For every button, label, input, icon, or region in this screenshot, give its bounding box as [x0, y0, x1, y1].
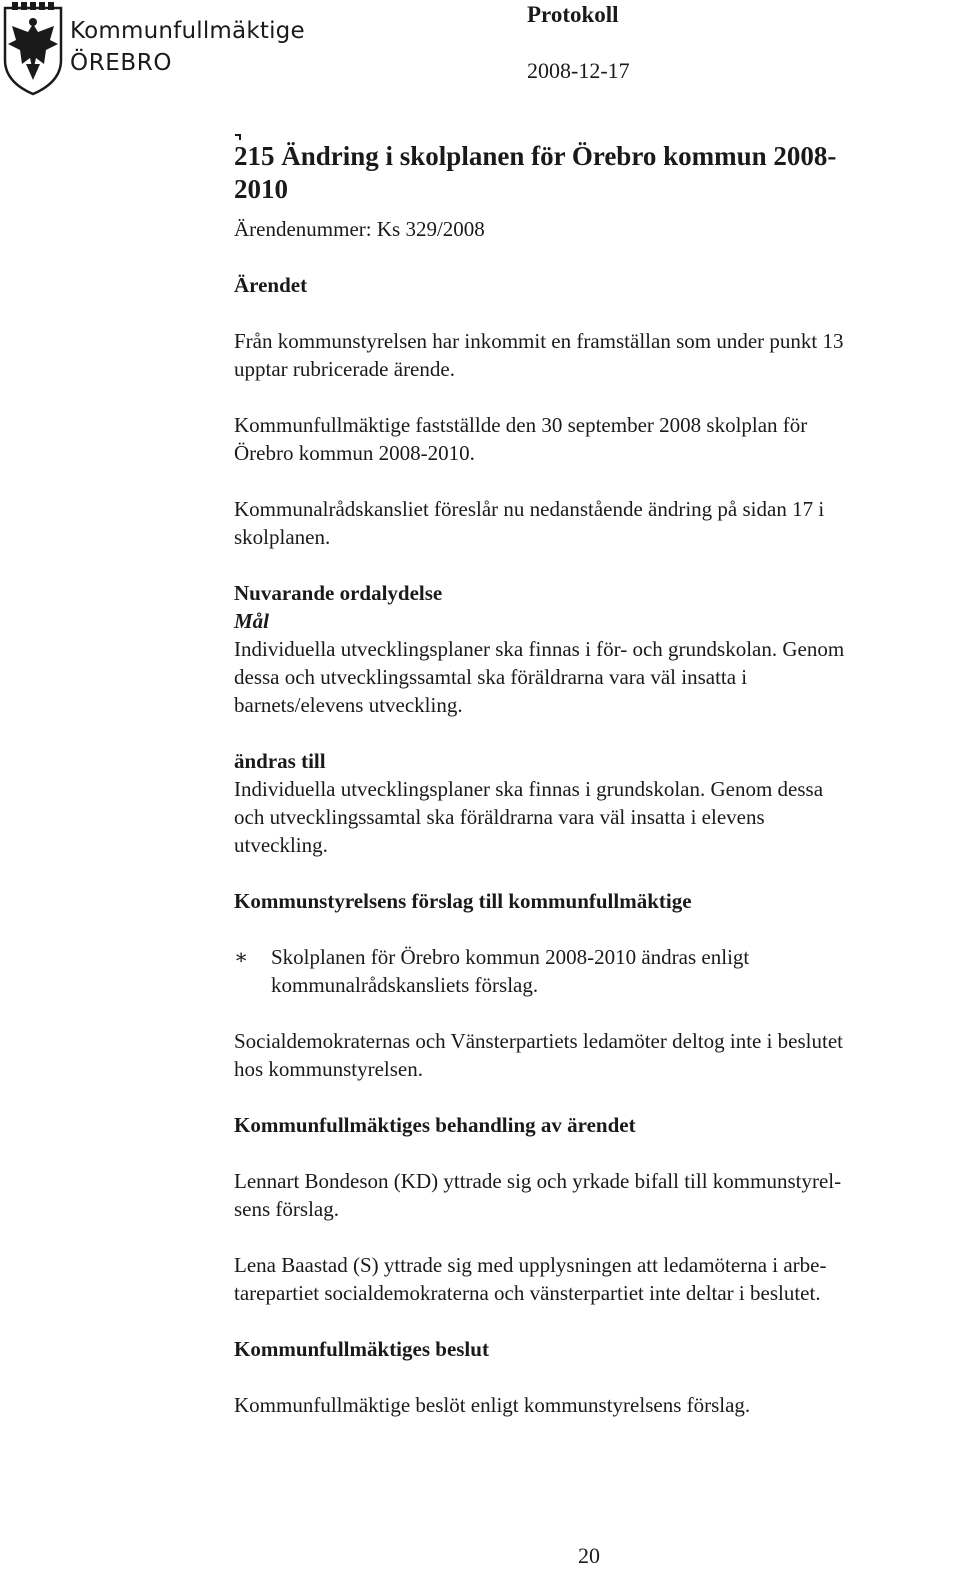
decision-text: Kommunfullmäktige beslöt enligt kommunstyrelsens förslag. [234, 1393, 751, 1417]
document-type: Protokoll [527, 2, 619, 27]
changed-wording-text [234, 775, 934, 859]
case-number: Ärendenummer: Ks 329/2008 [234, 217, 485, 241]
text-line: hos kommunstyrelsen. [234, 1057, 423, 1081]
org-city: ÖREBRO [70, 50, 173, 76]
item-title-line-1: 215 Ändring i skolplanen för Örebro kommun 2008- [234, 141, 837, 171]
current-wording-heading: Nuvarande ordalydelse [234, 581, 443, 605]
text-line: Skolplanen för Örebro kommun 2008-2010 ändras enligt [271, 945, 750, 969]
paragraph-2 [234, 411, 934, 467]
proposal-bullet [234, 943, 934, 999]
text-line: kommunalrådskansliets förslag. [271, 973, 539, 997]
abstention-note [234, 1027, 934, 1083]
text-line: Individuella utvecklingsplaner ska finnas i grundskolan. Genom dessa [234, 777, 824, 801]
text-line: sens förslag. [234, 1197, 339, 1221]
text-line: Örebro kommun 2008-2010. [234, 441, 475, 465]
text-line: Lena Baastad (S) yttrade sig med upplysningen att ledamöterna i arbe- [234, 1253, 827, 1277]
text-line: Från kommunstyrelsen har inkommit en framställan som under punkt 13 [234, 329, 844, 353]
text-line: Lennart Bondeson (KD) yttrade sig och yrkade bifall till kommunstyrel- [234, 1169, 842, 1193]
item-title [234, 140, 934, 206]
decision-heading: Kommunfullmäktiges beslut [234, 1337, 489, 1361]
item-title-line-2: 2010 [234, 174, 288, 204]
changed-to-heading: ändras till [234, 749, 326, 773]
document-date: 2008-12-17 [527, 58, 630, 83]
arendet-heading: Ärendet [234, 273, 308, 297]
crest-icon [2, 2, 64, 96]
text-line: tarepartiet socialdemokraterna och vänsterpartiet inte deltar i beslutet. [234, 1281, 821, 1305]
text-line: Kommunalrådskansliet föreslår nu nedanstående ändring på sidan 17 i [234, 497, 825, 521]
paragraph-3 [234, 495, 934, 551]
text-line: dessa och utvecklingssamtal ska föräldrarna vara väl insatta i [234, 665, 748, 689]
asterisk-bullet-icon: ∗ [234, 945, 249, 969]
handling-paragraph-1 [234, 1167, 934, 1223]
text-line: Kommunfullmäktige fastställde den 30 september 2008 skolplan för [234, 413, 808, 437]
text-line: Socialdemokraternas och Vänsterpartiets ledamöter deltog inte i beslutet [234, 1029, 843, 1053]
handling-heading: Kommunfullmäktiges behandling av ärendet [234, 1113, 636, 1137]
proposal-heading: Kommunstyrelsens förslag till kommunfullmäktige [234, 889, 692, 913]
text-line: skolplanen. [234, 525, 331, 549]
text-line: barnets/elevens utveckling. [234, 693, 463, 717]
municipal-logo [0, 0, 305, 100]
goal-heading: Mål [234, 609, 270, 633]
text-line: utveckling. [234, 833, 328, 857]
page-number: 20 [578, 1543, 600, 1568]
current-wording-text [234, 635, 934, 719]
paragraph-1 [234, 327, 934, 383]
org-name: Kommunfullmäktige [70, 18, 305, 44]
text-line: upptar rubricerade ärende. [234, 357, 455, 381]
text-line: och utvecklingssamtal ska föräldrarna vara väl insatta i elevens [234, 805, 765, 829]
protocol-item [234, 140, 934, 1419]
text-line: Individuella utvecklingsplaner ska finnas i för- och grundskolan. Genom [234, 637, 845, 661]
handling-paragraph-2 [234, 1251, 934, 1307]
